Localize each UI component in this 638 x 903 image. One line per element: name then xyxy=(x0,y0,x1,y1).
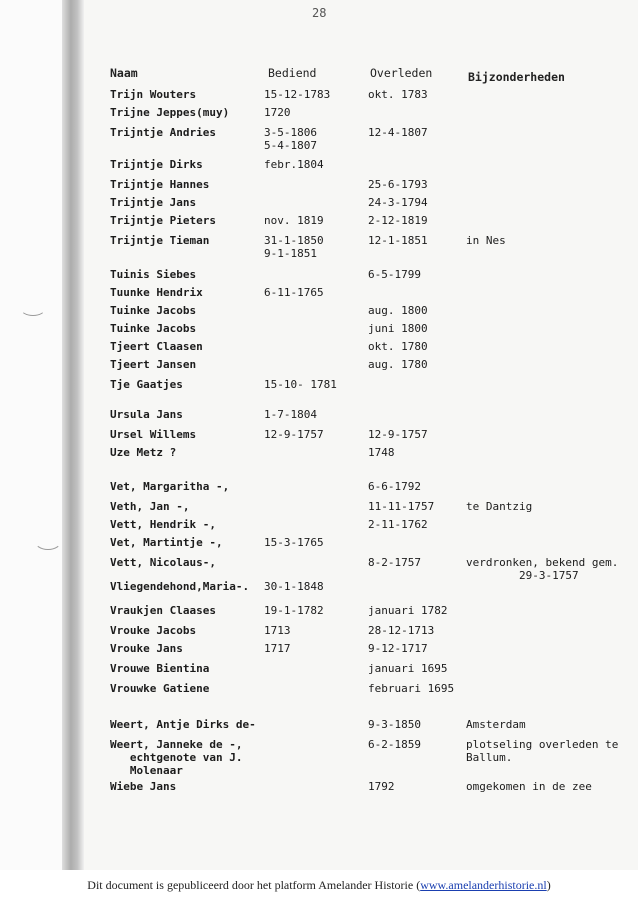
entry-died: 12-9-1757 xyxy=(368,428,428,441)
entry-died: 28-12-1713 xyxy=(368,624,435,637)
margin-mark xyxy=(20,300,46,316)
entry-baptized: 31-1-1850 9-1-1851 xyxy=(264,234,324,260)
entry-died: 9-3-1850 xyxy=(368,718,421,731)
entry-name: Vet, Margaritha -, xyxy=(110,480,230,493)
entry-died: juni 1800 xyxy=(368,322,428,335)
entry-baptized: febr.1804 xyxy=(264,158,324,171)
entry-baptized: 6-11-1765 xyxy=(264,286,324,299)
entry-name: Vrouke Jans xyxy=(110,642,183,655)
entry-notes: in Nes xyxy=(466,234,506,247)
entry-died: 2-11-1762 xyxy=(368,518,428,531)
entry-died: 11-11-1757 xyxy=(368,500,435,513)
entry-baptized: 1717 xyxy=(264,642,291,655)
entry-name: Tjeert Jansen xyxy=(110,358,197,371)
entry-name: Vrouwke Gatiene xyxy=(110,682,210,695)
entry-name: Vett, Nicolaus-, xyxy=(110,556,216,569)
footer xyxy=(0,870,638,903)
page-number: 28 xyxy=(312,6,327,20)
entry-name: Veth, Jan -, xyxy=(110,500,190,513)
entry-notes: Amsterdam xyxy=(466,718,526,731)
entry-name: Trijntje Pieters xyxy=(110,214,216,227)
entry-name: Vliegendehond,Maria-. xyxy=(110,580,250,593)
entry-name: Vett, Hendrik -, xyxy=(110,518,216,531)
entry-died: 25-6-1793 xyxy=(368,178,428,191)
header-died: Overleden xyxy=(370,66,433,80)
entry-died: 24-3-1794 xyxy=(368,196,428,209)
entry-died: 6-6-1792 xyxy=(368,480,421,493)
entry-name: Vet, Martintje -, xyxy=(110,536,223,549)
entry-died: 9-12-1717 xyxy=(368,642,428,655)
entry-died: 1748 xyxy=(368,446,395,459)
entry-died: 6-2-1859 xyxy=(368,738,421,751)
entry-name: Ursel Willems xyxy=(110,428,197,441)
entry-died: aug. 1800 xyxy=(368,304,428,317)
entry-died: aug. 1780 xyxy=(368,358,428,371)
entry-name: Tuinke Jacobs xyxy=(110,322,197,335)
entry-baptized: 15-10- 1781 xyxy=(264,378,337,391)
entry-name: Tuinke Jacobs xyxy=(110,304,197,317)
entry-name: Uze Metz ? xyxy=(110,446,177,459)
entry-baptized: 1720 xyxy=(264,106,291,119)
entry-name: Ursula Jans xyxy=(110,408,183,421)
entry-baptized: 15-12-1783 xyxy=(264,88,331,101)
entry-baptized: 1713 xyxy=(264,624,291,637)
entry-baptized: 19-1-1782 xyxy=(264,604,324,617)
entry-name: Tuinis Siebes xyxy=(110,268,197,281)
entry-name: Trijntje Hannes xyxy=(110,178,210,191)
left-margin xyxy=(0,0,62,870)
entry-died: januari 1695 xyxy=(368,662,448,675)
entry-died: februari 1695 xyxy=(368,682,455,695)
entry-baptized: 3-5-1806 5-4-1807 xyxy=(264,126,317,152)
entry-died: 1792 xyxy=(368,780,395,793)
entry-died: 2-12-1819 xyxy=(368,214,428,227)
footer-text: Dit document is gepubliceerd door het platform Amelander Historie ( xyxy=(87,878,421,892)
entry-name: Weert, Janneke de -, echtgenote van J. Molenaar xyxy=(110,738,243,777)
entry-name: Vraukjen Claases xyxy=(110,604,216,617)
entry-baptized: nov. 1819 xyxy=(264,214,324,227)
entry-name: Trijntje Dirks xyxy=(110,158,203,171)
entry-name: Tjeert Claasen xyxy=(110,340,203,353)
entry-name: Wiebe Jans xyxy=(110,780,177,793)
entry-died: okt. 1783 xyxy=(368,88,428,101)
entry-name: Vrouke Jacobs xyxy=(110,624,197,637)
entry-notes: verdronken, bekend gem. 29-3-1757 xyxy=(466,556,619,582)
entry-died: 12-1-1851 xyxy=(368,234,428,247)
entry-baptized: 15-3-1765 xyxy=(264,536,324,549)
entry-baptized: 1-7-1804 xyxy=(264,408,317,421)
entry-notes: omgekomen in de zee xyxy=(466,780,592,793)
header-name: Naam xyxy=(110,66,138,80)
binding-shadow xyxy=(62,0,84,870)
entry-died: 8-2-1757 xyxy=(368,556,421,569)
entry-died: 12-4-1807 xyxy=(368,126,428,139)
entry-name: Tuunke Hendrix xyxy=(110,286,203,299)
entry-name: Trijntje Jans xyxy=(110,196,197,209)
footer-close: ) xyxy=(546,878,551,892)
footer-link[interactable]: www.amelanderhistorie.nl xyxy=(420,878,547,892)
entry-name: Trijntje Tieman xyxy=(110,234,210,247)
entry-name: Tje Gaatjes xyxy=(110,378,183,391)
entry-notes: te Dantzig xyxy=(466,500,533,513)
margin-mark xyxy=(34,530,62,550)
entry-baptized: 30-1-1848 xyxy=(264,580,324,593)
header-notes: Bijzonderheden xyxy=(468,70,565,84)
header-baptized: Bediend xyxy=(268,66,317,80)
entry-died: 6-5-1799 xyxy=(368,268,421,281)
entry-name: Weert, Antje Dirks de- xyxy=(110,718,256,731)
entry-died: okt. 1780 xyxy=(368,340,428,353)
entry-name: Trijntje Andries xyxy=(110,126,216,139)
entry-died: januari 1782 xyxy=(368,604,448,617)
entry-name: Trijne Jeppes(muy) xyxy=(110,106,230,119)
entry-notes: plotseling overleden te Ballum. xyxy=(466,738,619,764)
entry-name: Trijn Wouters xyxy=(110,88,197,101)
entry-name: Vrouwe Bientina xyxy=(110,662,210,675)
entry-baptized: 12-9-1757 xyxy=(264,428,324,441)
